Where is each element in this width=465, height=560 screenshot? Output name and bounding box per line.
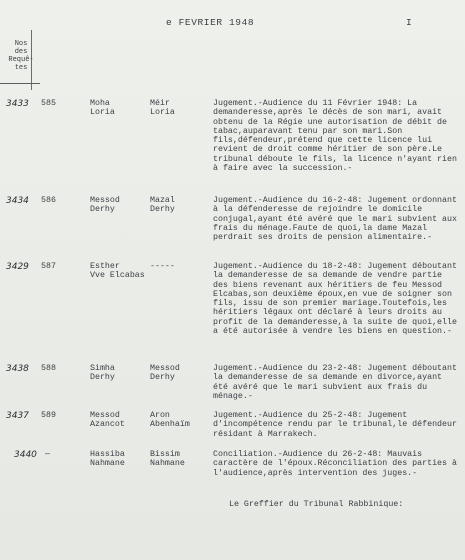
margin-number: 3429 (6, 262, 29, 272)
defendant-first-name: Méir (150, 99, 170, 108)
plaintiff-first-name: Messod (90, 196, 120, 205)
header-rule (0, 83, 40, 84)
margin-number: 3438 (6, 364, 29, 374)
judgment-text: Jugement.-Audience du 16-2-48: Jugement ordonnant à la défenderesse de rejoindre le domicile conjugal,ayant été avéré que le mari subvient aux frais du ménage.Faute de quoi,la dame Mazal perdrait ses droits de pension alimentaire.- (213, 196, 457, 243)
request-number: 586 (41, 196, 56, 205)
defendant-last-name: Nahmane (150, 459, 185, 468)
defendant-placeholder: ----- (150, 262, 175, 271)
request-number: 585 (41, 99, 56, 108)
judgment-text: Jugement.-Audience du 25-2-48: Jugement d'incompétence rendu par le tribunal,le défendeur résidant à Marrakech. (213, 411, 457, 439)
margin-number: 3434 (6, 196, 29, 206)
margin-number: 3433 (6, 99, 29, 109)
plaintiff-last-name: Loria (90, 108, 115, 117)
defendant-first-name: Bissim (150, 450, 180, 459)
defendant-last-name: Derhy (150, 205, 175, 214)
judgment-text: Jugement.-Audience du 23-2-48: Jugement déboutant la demanderesse de sa demande en divorce,ayant été avéré que le mari subvient aux frais du ménage.- (213, 364, 457, 401)
plaintiff-last-name: Vve Elcabas (90, 271, 145, 280)
request-number: — (45, 450, 50, 459)
column-header-requests: Nos des Requê- tes (8, 40, 34, 72)
defendant-last-name: Abenhaïm (150, 420, 190, 429)
plaintiff-first-name: Messod (90, 411, 120, 420)
plaintiff-first-name: Moha (90, 99, 110, 108)
request-number: 589 (41, 411, 56, 420)
margin-number: 3440 (14, 450, 37, 460)
plaintiff-first-name: Hassiba (90, 450, 125, 459)
judgment-text: Jugement.-Audience du 18-2-48: Jugement déboutant la demanderesse de sa demande de vendre partie des biens revenant aux héritiers de feu Messod Elcabas,son deuxième époux,en vue de soigner son fils, issu de son premier mariage.Toutefois,les héritiers légaux ont déclaré à leurs droits au profit de la demanderesse,à la suite de quoi,elle a été autorisée à vendre les biens en question.- (213, 262, 457, 337)
signature-line: Le Greffier du Tribunal Rabbinique: (229, 500, 404, 509)
plaintiff-last-name: Nahmane (90, 459, 125, 468)
judgment-text: Conciliation.-Audience du 26-2-48: Mauvais caractère de l'époux.Réconciliation des parties à l'audience,après intervention des juges.- (213, 450, 457, 478)
plaintiff-first-name: Esther (90, 262, 120, 271)
plaintiff-last-name: Derhy (90, 373, 115, 382)
judgment-text: Jugement.-Audience du 11 Février 1948: La demanderesse,après le décès de son mari, avait obtenu de la Régie une autorisation de débit de tabac,auparavant tenu par son mari.Son fils,défendeur,prétend que cette licence lui revient de droit comme héritier de son père.Le tribunal déboute le fils, la licence n'ayant rien à faire avec la succession.- (213, 99, 457, 174)
defendant-last-name: Loria (150, 108, 175, 117)
page-number: I (406, 17, 413, 28)
plaintiff-last-name: Azancot (90, 420, 125, 429)
margin-number: 3437 (6, 411, 29, 421)
plaintiff-first-name: Simha (90, 364, 115, 373)
defendant-first-name: Aron (150, 411, 170, 420)
page-date: e FEVRIER 1948 (166, 17, 255, 28)
defendant-last-name: Derhy (150, 373, 175, 382)
plaintiff-last-name: Derhy (90, 205, 115, 214)
request-number: 588 (41, 364, 56, 373)
defendant-first-name: Messod (150, 364, 180, 373)
defendant-first-name: Mazal (150, 196, 175, 205)
request-number: 587 (41, 262, 56, 271)
